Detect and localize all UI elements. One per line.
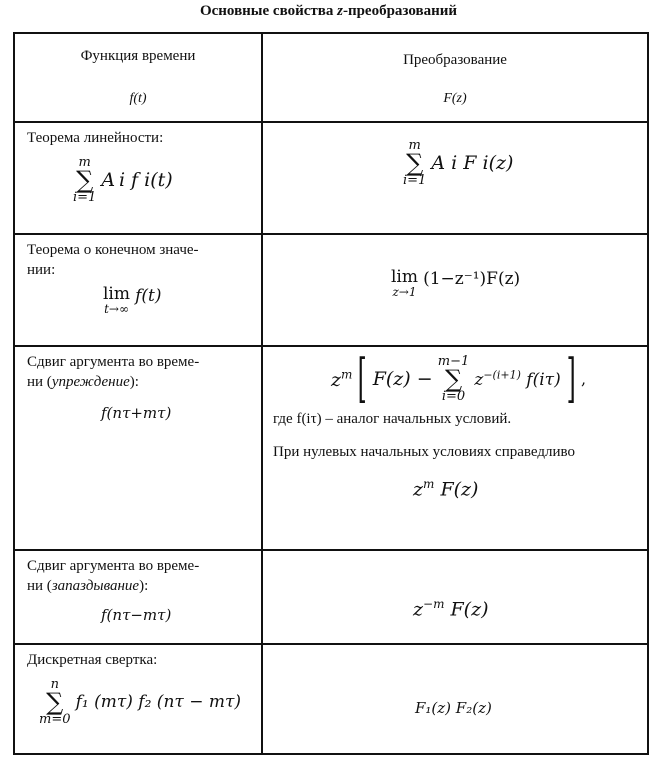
convolution-left-expr bbox=[15, 670, 261, 726]
row-label: Дискретная свертка: bbox=[27, 652, 158, 668]
advance-right-expr: $z^m$ [ F(z) − m−1 ∑ i=0 $z^{-(i+1)}$ f(iτ) ] , bbox=[331, 349, 587, 409]
advance-note-2: При нулевых начальных условиях справедливо bbox=[273, 444, 575, 460]
row-linearity-right bbox=[262, 122, 648, 234]
row-final-value-right bbox=[262, 234, 648, 346]
header-left-label: Функция времени bbox=[80, 48, 196, 64]
properties-table bbox=[13, 32, 649, 755]
row-label: Сдвиг аргумента во време- ни (упреждение): bbox=[27, 354, 200, 390]
row-convolution-right bbox=[262, 644, 648, 754]
sum-symbol: m−1 ∑ i=0 bbox=[437, 354, 470, 404]
final-value-left-expr bbox=[15, 280, 261, 315]
page-title: Основные свойства z-преобразований bbox=[199, 3, 458, 19]
lim-operator: lim z→1 bbox=[391, 267, 418, 299]
row-delay-shift bbox=[14, 550, 648, 644]
row-delay-left bbox=[14, 550, 262, 644]
advance-left-expr: f(nτ+mτ) bbox=[101, 404, 172, 422]
header-time-function bbox=[14, 33, 262, 122]
advance-zero-expr: $z^m$ F(z) bbox=[413, 477, 479, 501]
delay-right-expr: $z^{-m}$ F(z) bbox=[413, 597, 489, 621]
sum-symbol: m ∑ i=1 bbox=[73, 155, 97, 205]
row-advance-shift bbox=[14, 346, 648, 550]
convolution-right-expr: F₁(z) F₂(z) bbox=[415, 699, 492, 717]
row-label: Теорема о конечном значе- нии: bbox=[27, 242, 199, 278]
row-advance-right bbox=[262, 346, 648, 550]
advance-note-1: где f(iτ) – аналог начальных условий. bbox=[273, 411, 512, 427]
linearity-right-expr bbox=[263, 123, 647, 187]
linearity-left-expr bbox=[15, 148, 261, 204]
row-final-value bbox=[14, 234, 648, 346]
final-value-left-body: f(t) bbox=[135, 286, 162, 306]
lim-operator: lim t→∞ bbox=[103, 284, 130, 316]
convolution-left-body: f₁ (mτ) f₂ (nτ − mτ) bbox=[75, 692, 242, 712]
final-value-right-body: (1−z⁻¹)F(z) bbox=[423, 269, 521, 289]
row-linearity-left bbox=[14, 122, 262, 234]
row-final-value-left bbox=[14, 234, 262, 346]
header-left-symbol: f(t) bbox=[129, 91, 147, 106]
row-label: Сдвиг аргумента во време- ни (запаздывание): bbox=[27, 558, 200, 594]
delay-left-expr: f(nτ−mτ) bbox=[101, 606, 172, 624]
row-convolution bbox=[14, 644, 648, 754]
header-right-symbol: F(z) bbox=[443, 91, 467, 106]
sum-symbol: m ∑ i=1 bbox=[403, 138, 427, 188]
row-delay-right bbox=[262, 550, 648, 644]
row-linearity bbox=[14, 122, 648, 234]
header-right-label: Преобразование bbox=[403, 52, 507, 68]
linearity-left-body: A i f i(t) bbox=[101, 169, 173, 191]
sum-symbol: n ∑ m=0 bbox=[39, 677, 71, 727]
row-label: Теорема линейности: bbox=[27, 130, 164, 146]
row-convolution-left bbox=[14, 644, 262, 754]
header-row bbox=[14, 33, 648, 122]
row-advance-left bbox=[14, 346, 262, 550]
final-value-right-expr bbox=[263, 235, 647, 298]
header-transform bbox=[262, 33, 648, 122]
linearity-right-body: A i F i(z) bbox=[431, 152, 514, 174]
